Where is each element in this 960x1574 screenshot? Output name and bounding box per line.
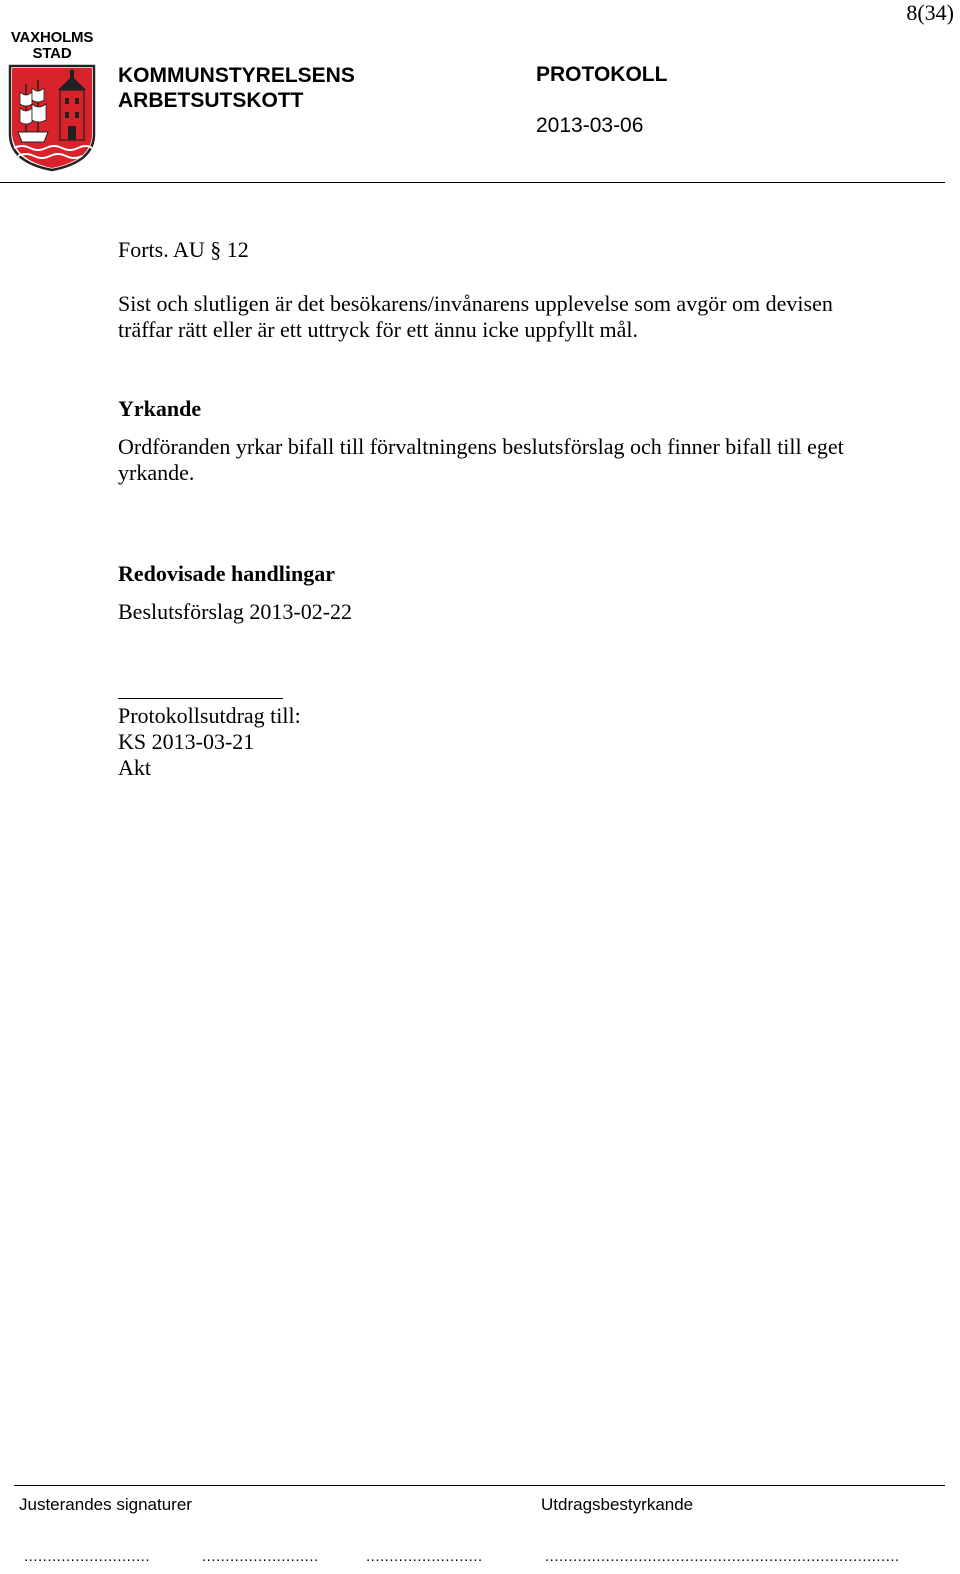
page-number: 8(34) bbox=[906, 0, 954, 25]
distribution-item: KS 2013-03-21 bbox=[118, 729, 255, 754]
signature-line: ......................... bbox=[202, 1548, 319, 1565]
continuation-line: Forts. AU § 12 bbox=[118, 237, 249, 262]
municipality-logo bbox=[6, 30, 98, 172]
yrkande-line-2: yrkande. bbox=[118, 460, 195, 485]
yrkande-line-1: Ordföranden yrkar bifall till förvaltningens beslutsförslag och finner bifall till eget bbox=[118, 434, 844, 459]
paragraph-1-line-2: träffar rätt eller är ett uttryck för ett ännu icke uppfyllt mål. bbox=[118, 317, 639, 342]
signatures-label: Justerandes signaturer bbox=[19, 1495, 192, 1514]
heading-yrkande: Yrkande bbox=[118, 396, 202, 421]
signature-line: ......................... bbox=[366, 1548, 483, 1565]
certification-line: ............................................................................ bbox=[545, 1548, 900, 1565]
distribution-block bbox=[118, 703, 301, 781]
paragraph-1 bbox=[118, 291, 833, 343]
coat-of-arms-icon bbox=[8, 64, 96, 172]
document-date: 2013-03-06 bbox=[536, 114, 644, 137]
logo-text-line2: STAD bbox=[32, 45, 72, 62]
paragraph-1-line-1: Sist och slutligen är det besökarens/invånarens upplevelse som avgör om devisen bbox=[118, 291, 833, 316]
distribution-item: Akt bbox=[118, 755, 151, 780]
committee-name-line1: KOMMUNSTYRELSENS bbox=[118, 64, 355, 87]
committee-name bbox=[118, 63, 355, 113]
header-divider bbox=[0, 182, 945, 183]
committee-name-line2: ARBETSUTSKOTT bbox=[118, 89, 304, 112]
distribution-label: Protokollsutdrag till: bbox=[118, 703, 301, 728]
heading-redovisade-handlingar: Redovisade handlingar bbox=[118, 561, 335, 586]
footer-divider bbox=[14, 1485, 945, 1486]
distribution-divider bbox=[118, 698, 283, 699]
yrkande-paragraph bbox=[118, 434, 844, 486]
logo-text-line1: VAXHOLMS bbox=[10, 29, 94, 46]
handlingar-item: Beslutsförslag 2013-02-22 bbox=[118, 599, 353, 624]
signature-line: ........................... bbox=[24, 1548, 151, 1565]
document-type: PROTOKOLL bbox=[536, 63, 668, 86]
extract-certification-label: Utdragsbestyrkande bbox=[541, 1495, 694, 1514]
